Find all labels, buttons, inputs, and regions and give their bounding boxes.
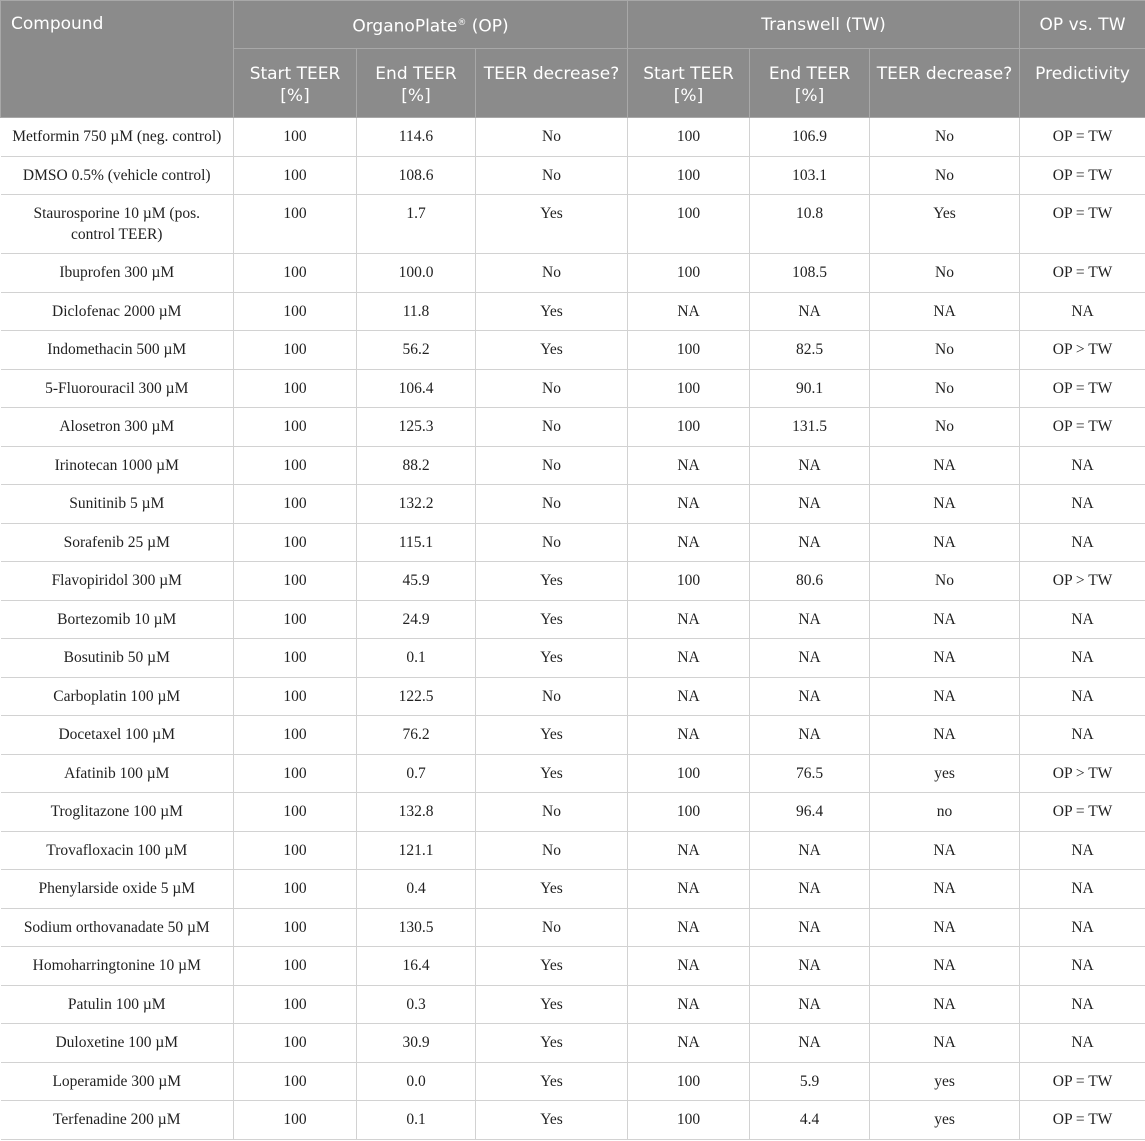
table-row: [1, 831, 1145, 870]
table-row: [1, 156, 1145, 195]
predictivity-cell: OP = TW: [1020, 254, 1145, 293]
op-end-teer-cell: 0.7: [357, 754, 476, 793]
op-start-teer-cell: 100: [234, 716, 357, 755]
tw-end-teer-cell: 108.5: [750, 254, 870, 293]
tw-teer-decrease-cell: No: [870, 254, 1020, 293]
op-end-teer-cell: 115.1: [357, 523, 476, 562]
op-end-teer-cell: 30.9: [357, 1024, 476, 1063]
tw-start-teer-cell: NA: [628, 639, 750, 678]
table-row: [1, 485, 1145, 524]
tw-teer-decrease-cell: NA: [870, 716, 1020, 755]
comparison-group-header: OP vs. TW: [1020, 1, 1145, 49]
compound-cell: Loperamide 300 µM: [1, 1062, 234, 1101]
op-teer-decrease-cell: Yes: [476, 292, 628, 331]
tw-start-teer-cell: NA: [628, 292, 750, 331]
compound-cell: Sunitinib 5 µM: [1, 485, 234, 524]
table-row: [1, 254, 1145, 293]
compound-cell: Irinotecan 1000 µM: [1, 446, 234, 485]
tw-end-teer-header: End TEER [%]: [750, 49, 870, 118]
table-row: [1, 369, 1145, 408]
op-start-teer-header: Start TEER [%]: [234, 49, 357, 118]
table-row: [1, 754, 1145, 793]
op-teer-decrease-header: TEER decrease?: [476, 49, 628, 118]
tw-start-teer-cell: 100: [628, 562, 750, 601]
op-teer-decrease-cell: Yes: [476, 985, 628, 1024]
table-row: [1, 118, 1145, 157]
tw-teer-decrease-cell: No: [870, 369, 1020, 408]
op-teer-decrease-cell: Yes: [476, 1024, 628, 1063]
predictivity-cell: NA: [1020, 716, 1145, 755]
compound-cell: Metformin 750 µM (neg. control): [1, 118, 234, 157]
compound-cell: Homoharringtonine 10 µM: [1, 947, 234, 986]
op-teer-decrease-cell: No: [476, 369, 628, 408]
op-teer-decrease-cell: No: [476, 793, 628, 832]
predictivity-cell: NA: [1020, 523, 1145, 562]
predictivity-cell: OP = TW: [1020, 156, 1145, 195]
tw-end-teer-cell: NA: [750, 1024, 870, 1063]
op-start-teer-cell: 100: [234, 600, 357, 639]
op-start-teer-cell: 100: [234, 677, 357, 716]
predictivity-cell: NA: [1020, 446, 1145, 485]
op-start-teer-cell: 100: [234, 446, 357, 485]
op-end-teer-cell: 0.1: [357, 1101, 476, 1140]
op-teer-decrease-cell: Yes: [476, 870, 628, 909]
table-row: [1, 716, 1145, 755]
op-end-teer-cell: 122.5: [357, 677, 476, 716]
compound-cell: Bosutinib 50 µM: [1, 639, 234, 678]
op-end-teer-cell: 121.1: [357, 831, 476, 870]
op-start-teer-cell: 100: [234, 118, 357, 157]
tw-teer-decrease-cell: NA: [870, 485, 1020, 524]
op-start-teer-cell: 100: [234, 195, 357, 254]
tw-end-teer-cell: NA: [750, 600, 870, 639]
predictivity-cell: NA: [1020, 677, 1145, 716]
table-row: [1, 793, 1145, 832]
tw-end-teer-cell: 76.5: [750, 754, 870, 793]
tw-start-teer-cell: 100: [628, 793, 750, 832]
op-start-teer-cell: 100: [234, 562, 357, 601]
tw-end-teer-cell: NA: [750, 908, 870, 947]
op-start-teer-cell: 100: [234, 485, 357, 524]
compound-cell: DMSO 0.5% (vehicle control): [1, 156, 234, 195]
tw-teer-decrease-cell: NA: [870, 639, 1020, 678]
tw-teer-decrease-cell: No: [870, 562, 1020, 601]
tw-end-teer-cell: NA: [750, 985, 870, 1024]
tw-teer-decrease-cell: NA: [870, 292, 1020, 331]
op-start-teer-cell: 100: [234, 408, 357, 447]
predictivity-cell: OP = TW: [1020, 118, 1145, 157]
tw-start-teer-cell: NA: [628, 446, 750, 485]
compound-cell: Trovafloxacin 100 µM: [1, 831, 234, 870]
tw-end-teer-cell: 5.9: [750, 1062, 870, 1101]
tw-start-teer-cell: NA: [628, 523, 750, 562]
tw-teer-decrease-cell: NA: [870, 446, 1020, 485]
op-teer-decrease-cell: Yes: [476, 639, 628, 678]
op-end-teer-cell: 76.2: [357, 716, 476, 755]
op-start-teer-cell: 100: [234, 985, 357, 1024]
op-teer-decrease-cell: No: [476, 831, 628, 870]
op-start-teer-cell: 100: [234, 754, 357, 793]
compound-cell: Indomethacin 500 µM: [1, 331, 234, 370]
op-end-teer-cell: 0.1: [357, 639, 476, 678]
table-body: [1, 118, 1145, 1140]
tw-start-teer-cell: 100: [628, 1062, 750, 1101]
compound-header: Compound: [1, 1, 234, 118]
compound-cell: Staurosporine 10 µM (pos. control TEER): [1, 195, 234, 254]
tw-start-teer-cell: 100: [628, 754, 750, 793]
op-end-teer-cell: 11.8: [357, 292, 476, 331]
table-row: [1, 1024, 1145, 1063]
op-teer-decrease-cell: No: [476, 446, 628, 485]
tw-end-teer-cell: 82.5: [750, 331, 870, 370]
table-row: [1, 562, 1145, 601]
predictivity-cell: NA: [1020, 485, 1145, 524]
predictivity-cell: OP = TW: [1020, 1062, 1145, 1101]
table-row: [1, 523, 1145, 562]
table-row: [1, 600, 1145, 639]
op-teer-decrease-cell: No: [476, 156, 628, 195]
op-start-teer-cell: 100: [234, 1101, 357, 1140]
tw-start-teer-cell: 100: [628, 1101, 750, 1140]
tw-start-teer-cell: NA: [628, 677, 750, 716]
op-end-teer-cell: 132.8: [357, 793, 476, 832]
predictivity-cell: NA: [1020, 870, 1145, 909]
op-end-teer-cell: 88.2: [357, 446, 476, 485]
table-row: [1, 331, 1145, 370]
op-start-teer-cell: 100: [234, 1024, 357, 1063]
tw-end-teer-cell: NA: [750, 677, 870, 716]
op-end-teer-cell: 100.0: [357, 254, 476, 293]
tw-end-teer-cell: NA: [750, 523, 870, 562]
tw-start-teer-cell: 100: [628, 195, 750, 254]
compound-cell: Ibuprofen 300 µM: [1, 254, 234, 293]
tw-start-teer-cell: NA: [628, 485, 750, 524]
op-teer-decrease-cell: Yes: [476, 716, 628, 755]
compound-cell: Flavopiridol 300 µM: [1, 562, 234, 601]
tw-start-teer-cell: 100: [628, 118, 750, 157]
op-start-teer-cell: 100: [234, 639, 357, 678]
op-start-teer-cell: 100: [234, 1062, 357, 1101]
op-end-teer-cell: 0.4: [357, 870, 476, 909]
tw-end-teer-cell: 80.6: [750, 562, 870, 601]
tw-end-teer-cell: NA: [750, 831, 870, 870]
op-teer-decrease-cell: Yes: [476, 195, 628, 254]
tw-start-teer-cell: NA: [628, 1024, 750, 1063]
predictivity-cell: OP > TW: [1020, 754, 1145, 793]
op-end-teer-cell: 130.5: [357, 908, 476, 947]
table-row: [1, 446, 1145, 485]
predictivity-cell: NA: [1020, 985, 1145, 1024]
tw-start-teer-cell: NA: [628, 870, 750, 909]
compound-cell: Afatinib 100 µM: [1, 754, 234, 793]
predictivity-cell: NA: [1020, 639, 1145, 678]
tw-start-teer-cell: 100: [628, 331, 750, 370]
tw-end-teer-cell: 131.5: [750, 408, 870, 447]
op-start-teer-cell: 100: [234, 331, 357, 370]
tw-end-teer-cell: NA: [750, 716, 870, 755]
compound-cell: Bortezomib 10 µM: [1, 600, 234, 639]
compound-cell: Terfenadine 200 µM: [1, 1101, 234, 1140]
op-end-teer-cell: 45.9: [357, 562, 476, 601]
compound-cell: Phenylarside oxide 5 µM: [1, 870, 234, 909]
op-end-teer-header: End TEER [%]: [357, 49, 476, 118]
tw-start-teer-cell: NA: [628, 716, 750, 755]
tw-teer-decrease-header: TEER decrease?: [870, 49, 1020, 118]
op-start-teer-cell: 100: [234, 908, 357, 947]
registered-mark: ®: [457, 17, 467, 28]
op-end-teer-cell: 108.6: [357, 156, 476, 195]
predictivity-cell: NA: [1020, 947, 1145, 986]
organoplate-group-header: [234, 1, 628, 49]
compound-cell: Sodium orthovanadate 50 µM: [1, 908, 234, 947]
op-teer-decrease-cell: Yes: [476, 600, 628, 639]
table-row: [1, 985, 1145, 1024]
tw-teer-decrease-cell: NA: [870, 600, 1020, 639]
op-teer-decrease-cell: Yes: [476, 562, 628, 601]
compound-cell: Troglitazone 100 µM: [1, 793, 234, 832]
tw-start-teer-cell: 100: [628, 254, 750, 293]
tw-end-teer-cell: NA: [750, 485, 870, 524]
tw-teer-decrease-cell: NA: [870, 908, 1020, 947]
table-row: [1, 677, 1145, 716]
op-end-teer-cell: 0.0: [357, 1062, 476, 1101]
tw-teer-decrease-cell: no: [870, 793, 1020, 832]
tw-start-teer-cell: 100: [628, 408, 750, 447]
predictivity-cell: NA: [1020, 908, 1145, 947]
tw-teer-decrease-cell: yes: [870, 1101, 1020, 1140]
table-row: [1, 908, 1145, 947]
tw-end-teer-cell: 96.4: [750, 793, 870, 832]
tw-start-teer-cell: NA: [628, 831, 750, 870]
op-teer-decrease-cell: No: [476, 523, 628, 562]
tw-end-teer-cell: NA: [750, 639, 870, 678]
op-end-teer-cell: 114.6: [357, 118, 476, 157]
transwell-group-header: Transwell (TW): [628, 1, 1020, 49]
op-start-teer-cell: 100: [234, 793, 357, 832]
tw-start-teer-cell: NA: [628, 908, 750, 947]
tw-end-teer-cell: NA: [750, 292, 870, 331]
compound-cell: Diclofenac 2000 µM: [1, 292, 234, 331]
op-end-teer-cell: 16.4: [357, 947, 476, 986]
tw-teer-decrease-cell: NA: [870, 947, 1020, 986]
tw-end-teer-cell: 106.9: [750, 118, 870, 157]
tw-teer-decrease-cell: NA: [870, 870, 1020, 909]
tw-start-teer-cell: 100: [628, 156, 750, 195]
op-start-teer-cell: 100: [234, 947, 357, 986]
tw-start-teer-header: Start TEER [%]: [628, 49, 750, 118]
op-teer-decrease-cell: No: [476, 118, 628, 157]
op-suffix: (OP): [466, 16, 509, 37]
op-teer-decrease-cell: No: [476, 485, 628, 524]
predictivity-cell: OP = TW: [1020, 195, 1145, 254]
tw-start-teer-cell: NA: [628, 600, 750, 639]
op-name: OrganoPlate: [352, 16, 458, 37]
tw-teer-decrease-cell: NA: [870, 677, 1020, 716]
tw-teer-decrease-cell: NA: [870, 523, 1020, 562]
tw-start-teer-cell: NA: [628, 985, 750, 1024]
compound-cell: 5-Fluorouracil 300 µM: [1, 369, 234, 408]
op-start-teer-cell: 100: [234, 831, 357, 870]
predictivity-cell: NA: [1020, 1024, 1145, 1063]
op-teer-decrease-cell: No: [476, 408, 628, 447]
predictivity-cell: OP > TW: [1020, 331, 1145, 370]
predictivity-cell: OP = TW: [1020, 408, 1145, 447]
predictivity-cell: NA: [1020, 600, 1145, 639]
op-start-teer-cell: 100: [234, 156, 357, 195]
op-start-teer-cell: 100: [234, 292, 357, 331]
table-row: [1, 1101, 1145, 1140]
tw-end-teer-cell: 4.4: [750, 1101, 870, 1140]
compound-cell: Alosetron 300 µM: [1, 408, 234, 447]
op-end-teer-cell: 106.4: [357, 369, 476, 408]
op-start-teer-cell: 100: [234, 254, 357, 293]
tw-start-teer-cell: 100: [628, 369, 750, 408]
header-group-row: [1, 1, 1145, 49]
table-row: [1, 947, 1145, 986]
op-end-teer-cell: 125.3: [357, 408, 476, 447]
op-start-teer-cell: 100: [234, 369, 357, 408]
op-teer-decrease-cell: Yes: [476, 1101, 628, 1140]
compound-cell: Sorafenib 25 µM: [1, 523, 234, 562]
table-row: [1, 639, 1145, 678]
tw-teer-decrease-cell: NA: [870, 831, 1020, 870]
op-teer-decrease-cell: Yes: [476, 947, 628, 986]
predictivity-cell: NA: [1020, 292, 1145, 331]
table-row: [1, 408, 1145, 447]
tw-end-teer-cell: NA: [750, 947, 870, 986]
op-teer-decrease-cell: Yes: [476, 1062, 628, 1101]
tw-teer-decrease-cell: NA: [870, 1024, 1020, 1063]
tw-teer-decrease-cell: NA: [870, 985, 1020, 1024]
predictivity-cell: NA: [1020, 831, 1145, 870]
tw-teer-decrease-cell: No: [870, 331, 1020, 370]
tw-teer-decrease-cell: No: [870, 156, 1020, 195]
op-start-teer-cell: 100: [234, 870, 357, 909]
tw-end-teer-cell: 103.1: [750, 156, 870, 195]
tw-end-teer-cell: NA: [750, 870, 870, 909]
compound-cell: Duloxetine 100 µM: [1, 1024, 234, 1063]
op-teer-decrease-cell: No: [476, 254, 628, 293]
op-teer-decrease-cell: Yes: [476, 331, 628, 370]
op-teer-decrease-cell: No: [476, 908, 628, 947]
table-row: [1, 1062, 1145, 1101]
op-end-teer-cell: 1.7: [357, 195, 476, 254]
tw-teer-decrease-cell: yes: [870, 754, 1020, 793]
op-teer-decrease-cell: No: [476, 677, 628, 716]
tw-start-teer-cell: NA: [628, 947, 750, 986]
predictivity-cell: OP = TW: [1020, 1101, 1145, 1140]
compound-cell: Patulin 100 µM: [1, 985, 234, 1024]
predictivity-cell: OP = TW: [1020, 793, 1145, 832]
predictivity-cell: OP > TW: [1020, 562, 1145, 601]
table-row: [1, 870, 1145, 909]
op-end-teer-cell: 0.3: [357, 985, 476, 1024]
op-end-teer-cell: 24.9: [357, 600, 476, 639]
table-row: [1, 292, 1145, 331]
op-end-teer-cell: 132.2: [357, 485, 476, 524]
predictivity-header: Predictivity: [1020, 49, 1145, 118]
tw-teer-decrease-cell: No: [870, 118, 1020, 157]
op-start-teer-cell: 100: [234, 523, 357, 562]
tw-teer-decrease-cell: No: [870, 408, 1020, 447]
tw-end-teer-cell: 90.1: [750, 369, 870, 408]
predictivity-cell: OP = TW: [1020, 369, 1145, 408]
tw-teer-decrease-cell: Yes: [870, 195, 1020, 254]
compound-cell: Docetaxel 100 µM: [1, 716, 234, 755]
tw-teer-decrease-cell: yes: [870, 1062, 1020, 1101]
table-row: [1, 195, 1145, 254]
compound-cell: Carboplatin 100 µM: [1, 677, 234, 716]
tw-end-teer-cell: NA: [750, 446, 870, 485]
tw-end-teer-cell: 10.8: [750, 195, 870, 254]
op-end-teer-cell: 56.2: [357, 331, 476, 370]
op-teer-decrease-cell: Yes: [476, 754, 628, 793]
